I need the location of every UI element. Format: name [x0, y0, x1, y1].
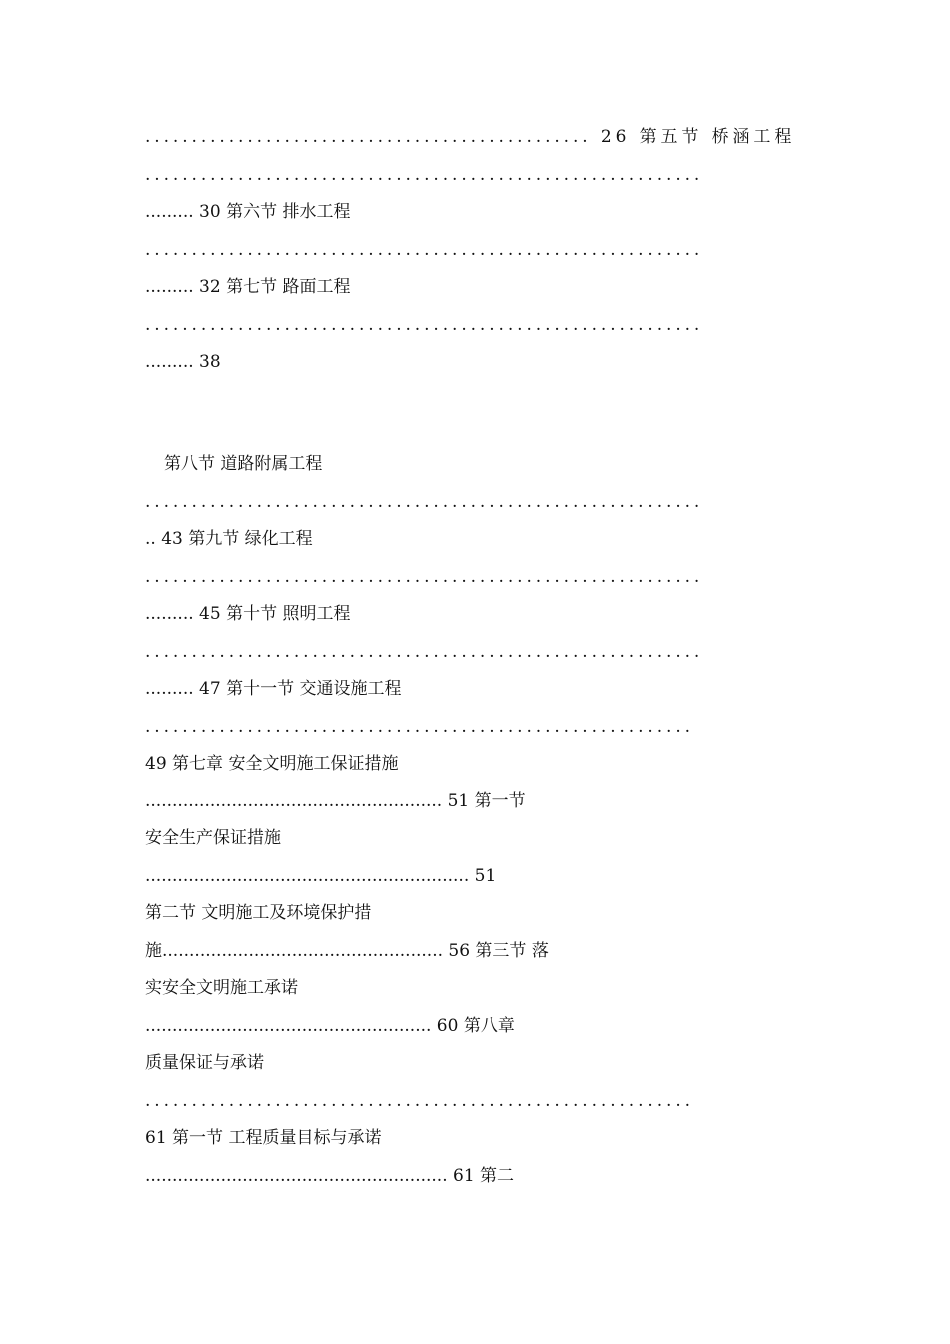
- toc-line: ......... 45 第十节 照明工程: [145, 604, 351, 624]
- toc-line: ...........................................................: [145, 717, 694, 737]
- toc-line: 实安全文明施工承诺: [145, 978, 298, 998]
- toc-line: ......... 47 第十一节 交通设施工程: [145, 679, 402, 699]
- toc-line: ............................................................: [145, 492, 704, 512]
- toc-line: ........................................................ 61 第二: [145, 1166, 515, 1186]
- toc-line: ......... 32 第七节 路面工程: [145, 277, 351, 297]
- toc-line: ............................................................: [145, 567, 704, 587]
- toc-line: ............................................................: [145, 240, 704, 260]
- toc-line: ............................................................: [145, 165, 704, 185]
- toc-line: ......... 30 第六节 排水工程: [145, 202, 351, 222]
- toc-line: 61 第一节 工程质量目标与承诺: [145, 1128, 382, 1148]
- toc-line: 第二节 文明施工及环境保护措: [145, 903, 372, 923]
- toc-line: ................................................ 26 第五节 桥涵工程: [145, 127, 796, 147]
- toc-line: ..................................................... 60 第八章: [145, 1016, 515, 1036]
- toc-line: 施.................................................... 56 第三节 落: [145, 941, 549, 961]
- toc-line: ............................................................: [145, 642, 704, 662]
- toc-line: .. 43 第九节 绿化工程: [145, 529, 313, 549]
- toc-line: ....................................................... 51 第一节: [145, 791, 526, 811]
- toc-line: ...........................................................: [145, 1091, 694, 1111]
- toc-line: ............................................................: [145, 315, 704, 335]
- toc-line: 质量保证与承诺: [145, 1053, 264, 1073]
- toc-line: ............................................................ 51: [145, 866, 497, 886]
- toc-line: ......... 38: [145, 352, 221, 372]
- toc-line: 第八节 道路附属工程: [164, 454, 323, 474]
- toc-line: 安全生产保证措施: [145, 828, 281, 848]
- toc-line: 49 第七章 安全文明施工保证措施: [145, 754, 399, 774]
